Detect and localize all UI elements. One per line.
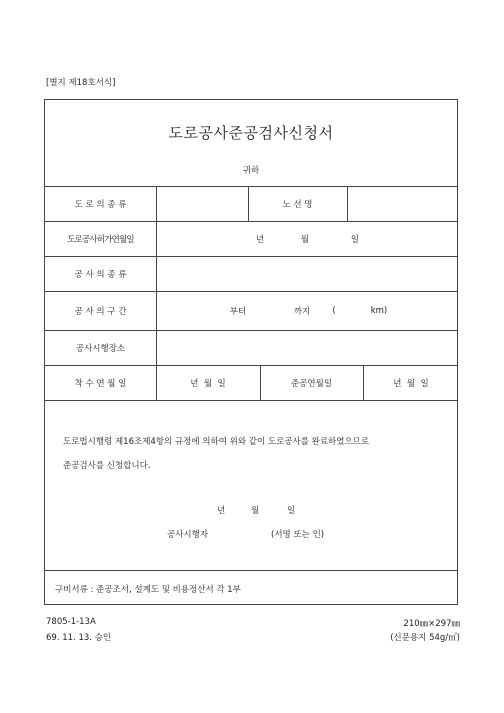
applicant-label: 공사시행자 xyxy=(167,530,209,540)
permit-day-unit: 일 xyxy=(350,234,360,245)
section-paren: ( xyxy=(332,305,336,316)
section-from: 부터 xyxy=(229,306,247,317)
permit-year-unit: 년 xyxy=(255,234,265,245)
site-label: 공사시행장소 xyxy=(75,343,126,354)
statement-month-unit: 월 xyxy=(251,506,260,516)
column-divider xyxy=(347,186,348,221)
road-type-label: 도 로 의 종 류 xyxy=(74,199,127,210)
section-to: 까지 xyxy=(293,306,311,317)
statement-line-2: 준공검사를 신청합니다. xyxy=(63,461,151,471)
signature-placeholder: (서명 또는 인) xyxy=(271,530,325,540)
statement-year-unit: 년 xyxy=(217,506,226,516)
section-label: 공 사 의 구 간 xyxy=(74,306,127,317)
statement-line-1: 도로법시행령 제16조제4항의 규정에 의하여 위와 같이 도로공사를 완료하였으므로 xyxy=(63,437,370,447)
paper-spec: (신문용지 54g/㎡) xyxy=(390,633,460,643)
section-km: km) xyxy=(370,305,388,316)
paper-size: 210㎜×297㎜ xyxy=(403,619,460,629)
application-form xyxy=(44,99,458,605)
start-date-value: 년 월 일 xyxy=(190,378,226,389)
form-title: 도로공사준공검사신청서 xyxy=(168,124,334,142)
attachments-note: 구비서류 : 준공조서, 설계도 및 비용정산서 각 1부 xyxy=(55,585,241,595)
form-code: 7805-1-13A xyxy=(46,617,96,627)
route-name-label: 노 선 명 xyxy=(282,199,313,210)
divider xyxy=(45,570,457,571)
start-date-label: 착 수 연 월 일 xyxy=(74,378,127,389)
addressee: 귀하 xyxy=(242,166,260,176)
permit-month-unit: 월 xyxy=(300,234,310,245)
divider xyxy=(45,400,457,401)
work-type-label: 공 사 의 종 류 xyxy=(74,269,127,280)
approval-date: 69. 11. 13. 승인 xyxy=(46,633,112,643)
statement-day-unit: 일 xyxy=(287,506,296,516)
completion-date-value: 년 월 일 xyxy=(393,378,429,389)
permit-date-label: 도로공사허가연월일 xyxy=(67,234,134,245)
form-number-tag: [별지 제18호서식] xyxy=(46,78,116,88)
completion-date-label: 준공연월일 xyxy=(290,378,333,389)
